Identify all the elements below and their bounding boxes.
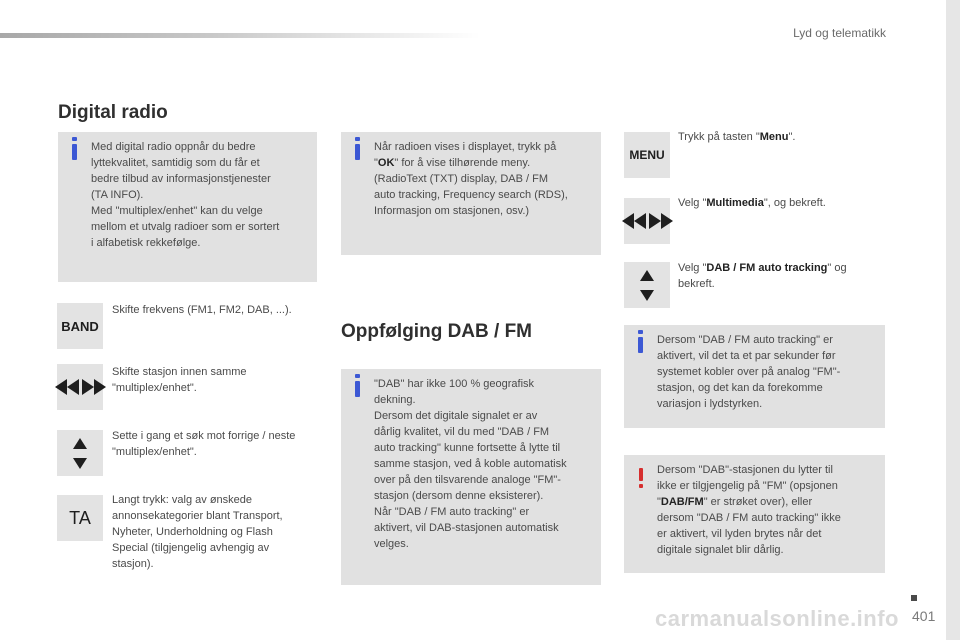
multimedia-step-description: Velg "Multimedia", og bekreft.	[678, 197, 826, 209]
tracking-step-description: Velg "DAB / FM auto tracking" og bekreft.	[678, 262, 847, 290]
menu-key-label: MENU	[629, 148, 665, 162]
prev-next-key[interactable]	[57, 364, 103, 410]
up-down-key-description: Sette i gang et søk mot forrige / neste "multiplex/enhet".	[112, 430, 296, 458]
watermark: carmanualsonline.info	[655, 606, 899, 631]
info-icon	[355, 144, 360, 160]
menu-step-description: Trykk på tasten "Menu".	[678, 131, 796, 143]
menu-key[interactable]	[624, 132, 670, 178]
info-box-tracking-delay	[624, 325, 885, 428]
info-box-dab-coverage	[341, 369, 601, 585]
tracking-select-key[interactable]	[624, 262, 670, 308]
band-key-description: Skifte frekvens (FM1, FM2, DAB, ...).	[112, 304, 292, 316]
page-marker	[911, 595, 917, 601]
ta-key[interactable]	[57, 495, 103, 541]
info-box-ok-menu	[341, 132, 601, 255]
prev-next-key-description: Skifte stasjon innen samme "multiplex/enhet".	[112, 366, 247, 394]
multimedia-select-key[interactable]	[624, 198, 670, 244]
page-edge-strip	[946, 0, 960, 640]
header-decor-bar	[0, 33, 480, 38]
up-down-arrows-icon	[640, 270, 654, 301]
page-number: 401	[912, 608, 936, 624]
warning-box-signal-loss	[624, 455, 885, 573]
info-text-ok-menu: Når radioen vises i displayet, trykk på "OK" for å vise tilhørende meny. (RadioText (TXT) display, DAB / FM auto tracking, Frequency search (RDS), Informasjon om stasjonen, osv.)	[374, 141, 568, 217]
warning-text-signal-loss: Dersom "DAB"-stasjonen du lytter til ikke er tilgjengelig på "FM" (opsjonen "DAB/FM" er strøket over), eller dersom "DAB / FM auto tracking" ikke er aktivert, vil lyden brytes når det digitale signalet blir dårlig.	[657, 464, 841, 556]
dab-fm-tracking-heading: Oppfølging DAB / FM	[341, 321, 533, 342]
prev-next-arrows-icon	[55, 379, 106, 395]
up-down-key[interactable]	[57, 430, 103, 476]
ta-key-description: Langt trykk: valg av ønskede annonsekategorier blant Transport, Nyheter, Underholdning og Flash Special (tilgjengelig avhengig av stasjon).	[112, 494, 283, 570]
digital-radio-heading: Digital radio	[58, 102, 168, 123]
info-icon	[355, 381, 360, 397]
info-box-digital-radio	[58, 132, 317, 282]
info-text-digital-radio: Med digital radio oppnår du bedre lyttekvalitet, samtidig som du får et bedre tilbud av informasjonstjenester (TA INFO). Med "multiplex/enhet" kan du velge mellom et utvalg radioer som er sortert i alfabetisk rekkefølge.	[91, 141, 280, 249]
info-icon	[72, 144, 77, 160]
info-text-dab-coverage: "DAB" har ikke 100 % geografisk dekning. Dersom det digitale signalet er av dårlig kvalitet, vil du med "DAB / FM auto tracking" kunne fortsette å lytte til samme stasjon, ved å koble automatisk over på den tilsvarende analoge "FM"- stasjon (dersom denne eksisterer). Når "DAB / FM auto tracking" er aktivert, vil DAB-stasjonen automatisk velges.	[374, 378, 567, 550]
prev-next-arrows-icon	[622, 213, 673, 229]
band-key[interactable]	[57, 303, 103, 349]
info-icon	[638, 337, 643, 353]
band-key-label: BAND	[61, 318, 99, 334]
warning-icon	[639, 468, 643, 481]
ta-key-label: TA	[69, 507, 91, 528]
section-title: Lyd og telematikk	[793, 26, 886, 40]
info-text-tracking-delay: Dersom "DAB / FM auto tracking" er aktivert, vil det ta et par sekunder før systemet kobler over på analog "FM"- stasjon, og det kan da forekomme variasjon i lydstyrken.	[657, 334, 841, 410]
up-down-arrows-icon	[73, 438, 87, 469]
